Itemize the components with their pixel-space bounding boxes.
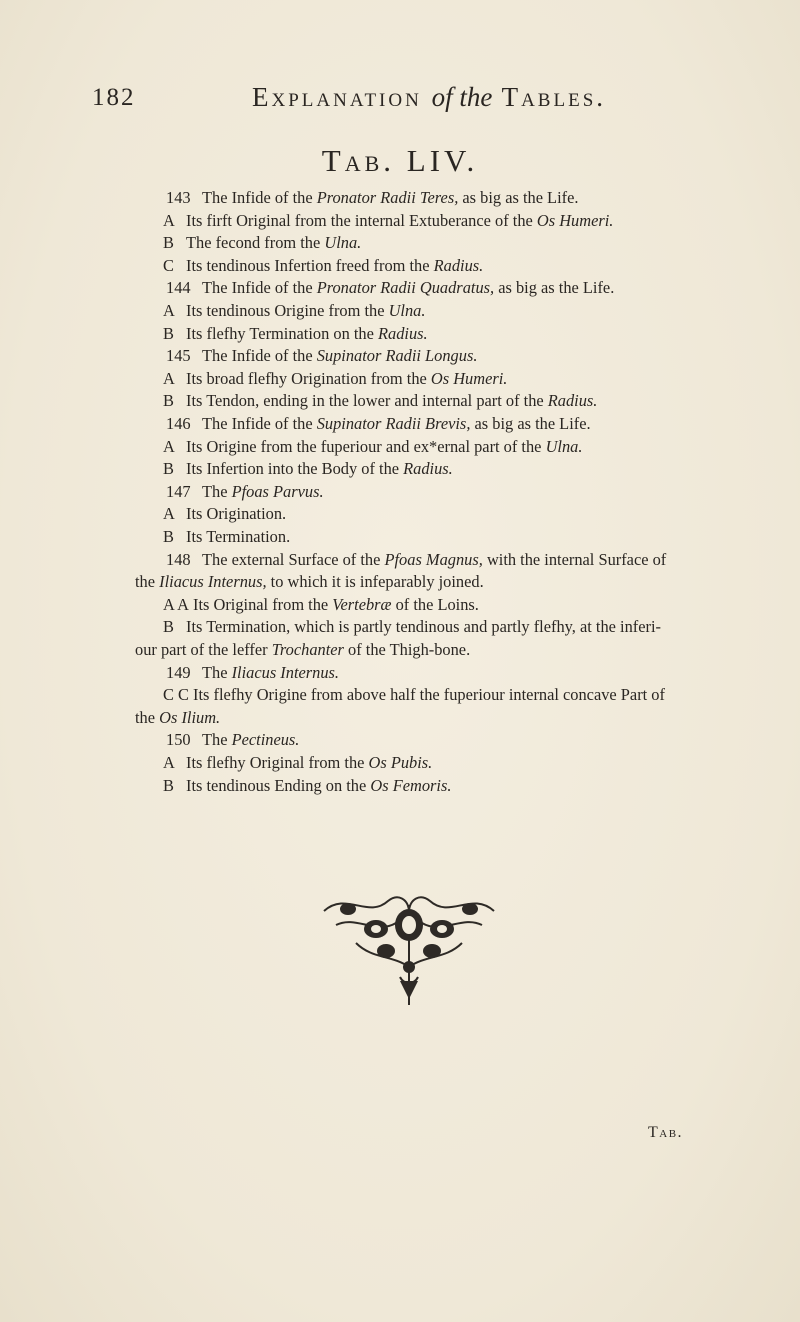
running-head-part-2: of the <box>431 82 493 112</box>
entry-italic-text: Radius. <box>547 391 598 411</box>
entry-line <box>166 345 477 367</box>
entry-italic-text: Vertebræ <box>332 594 392 614</box>
entry-italic-text: Ulna. <box>388 301 426 320</box>
entry-label: A A <box>163 594 189 614</box>
entry-label: 146 <box>166 414 191 433</box>
entry-text: of the Thigh-bone. <box>343 640 471 659</box>
entry-line <box>163 232 361 254</box>
entry-label: A <box>163 753 175 772</box>
entry-text: as big as the Life. <box>458 188 579 207</box>
entry-line <box>163 436 582 458</box>
entry-label: B <box>163 391 174 411</box>
entry-text: as big as the Life. <box>494 278 615 298</box>
entry-line <box>163 616 661 638</box>
entry-text: as big as the Life. <box>470 414 591 433</box>
entry-line <box>163 458 453 480</box>
entry-text: Its Original from the <box>193 594 333 614</box>
entry-line <box>163 752 432 774</box>
entry-line <box>163 323 428 345</box>
entry-text: the <box>135 572 160 592</box>
entry-text: The <box>202 481 232 501</box>
entry-italic-text: Os Pubis. <box>368 753 433 772</box>
entry-line <box>163 210 613 232</box>
entry-text: Its broad flefhy Origination from the <box>186 368 431 388</box>
entry-label: 145 <box>166 346 191 366</box>
floral-ornament <box>316 885 502 1009</box>
entry-line <box>166 187 578 209</box>
entry-italic-text: Ulna. <box>545 436 583 456</box>
entry-label: A <box>163 301 175 320</box>
entry-label: 149 <box>166 662 191 682</box>
entry-italic-text: Pfoas Parvus. <box>231 481 324 501</box>
entry-italic-text: Pectineus. <box>231 730 300 750</box>
entry-text: The fecond from the <box>186 233 325 253</box>
entry-text: The <box>202 730 232 750</box>
entry-text: Its firft Original from the internal Extuberance of the <box>186 210 537 230</box>
entry-line <box>163 300 425 322</box>
entry-text: Its flefhy Original from the <box>186 753 369 772</box>
entry-italic-text: Os Humeri. <box>536 210 614 230</box>
entry-italic-text: Supinator Radii Longus. <box>316 346 478 366</box>
entry-text: Its Tendon, ending in the lower and internal part of the <box>186 391 548 411</box>
entry-italic-text: Radius. <box>433 255 484 275</box>
entry-italic-text: Supinator Radii Brevis, <box>316 414 471 433</box>
entry-label: C C <box>163 685 189 705</box>
entry-text: Its Origination. <box>186 504 287 524</box>
entry-italic-text: Radius. <box>403 459 453 479</box>
entry-label: 150 <box>166 730 191 750</box>
entry-italic-text: Pronator Radii Quadratus, <box>316 278 495 298</box>
entry-text: The Infide of the <box>202 346 317 366</box>
entry-line <box>163 255 483 277</box>
entry-text: The <box>202 662 232 682</box>
entry-text: the <box>135 707 160 727</box>
entry-text: The Infide of the <box>202 278 317 298</box>
entry-italic-text: Iliacus Internus. <box>231 662 340 682</box>
running-head-part-3: Tables. <box>492 82 607 112</box>
entry-line <box>163 775 451 797</box>
entry-label: B <box>163 459 174 479</box>
entry-italic-text: Os Ilium. <box>159 707 221 727</box>
entry-text: of the Loins. <box>391 594 479 614</box>
entry-line <box>166 277 614 299</box>
entry-italic-text: Trochanter <box>271 640 344 659</box>
entry-label: 148 <box>166 549 191 569</box>
entry-line <box>135 639 470 661</box>
entry-line <box>163 390 597 412</box>
entry-italic-text: Pfoas Magnus, <box>384 549 483 569</box>
entry-line <box>163 368 507 390</box>
entry-italic-text: Iliacus Internus, <box>159 572 267 592</box>
entry-text: Its Infertion into the Body of the <box>186 459 404 479</box>
entry-label: A <box>163 210 175 230</box>
entry-line <box>163 594 479 616</box>
entry-text: Its tendinous Ending on the <box>186 775 371 795</box>
running-head <box>252 82 606 113</box>
entry-label: A <box>163 436 175 456</box>
entry-line <box>163 503 286 525</box>
entry-italic-text: Radius. <box>378 323 428 343</box>
entry-line <box>135 707 220 729</box>
entry-label: B <box>163 233 174 253</box>
entry-label: 147 <box>166 481 191 501</box>
entry-text: Its flefhy Origine from above half the fuperiour internal concave Part of <box>193 685 665 705</box>
entry-text: with the internal Surface of <box>482 549 667 569</box>
entry-text: Its tendinous Origine from the <box>186 301 389 320</box>
entry-line <box>163 684 665 706</box>
entry-italic-text: Os Femoris. <box>370 775 452 795</box>
entry-label: A <box>163 504 175 524</box>
entry-text: The external Surface of the <box>202 549 385 569</box>
entry-text: Its flefhy Termination on the <box>186 323 379 343</box>
entry-line <box>166 662 339 684</box>
entry-italic-text: Pronator Radii Teres, <box>316 188 459 207</box>
entry-label: B <box>163 323 174 343</box>
entry-text: Its Termination. <box>186 527 291 546</box>
entry-text: Its Termination, which is partly tendinous and partly flefhy, at the inferi- <box>186 617 661 637</box>
entry-italic-text: Os Humeri. <box>430 368 508 388</box>
catchword: Tab. <box>648 1124 684 1141</box>
entry-label: 144 <box>166 278 191 298</box>
entry-label: 143 <box>166 188 191 207</box>
page-number: 182 <box>92 84 136 111</box>
entry-line <box>163 526 290 548</box>
entry-line <box>166 481 324 503</box>
entry-label: B <box>163 775 174 795</box>
entry-text: The Infide of the <box>202 188 317 207</box>
entry-text: Its tendinous Infertion freed from the <box>186 255 434 275</box>
entry-label: C <box>163 255 174 275</box>
entry-label: B <box>163 527 174 546</box>
running-head-part-1: Explanation <box>252 82 432 112</box>
entry-line <box>166 549 666 571</box>
entry-line <box>166 413 591 435</box>
entry-text: Its Origine from the fuperiour and ex*ernal part of the <box>186 436 546 456</box>
table-title: Tab. LIV. <box>321 143 479 178</box>
entry-text: The Infide of the <box>202 414 317 433</box>
entry-text: our part of the leffer <box>135 640 272 659</box>
entry-label: A <box>163 368 175 388</box>
entry-italic-text: Ulna. <box>324 233 362 253</box>
entry-line <box>166 729 299 751</box>
entry-text: to which it is infeparably joined. <box>266 572 484 592</box>
entry-label: B <box>163 617 174 637</box>
entry-line <box>135 571 484 593</box>
